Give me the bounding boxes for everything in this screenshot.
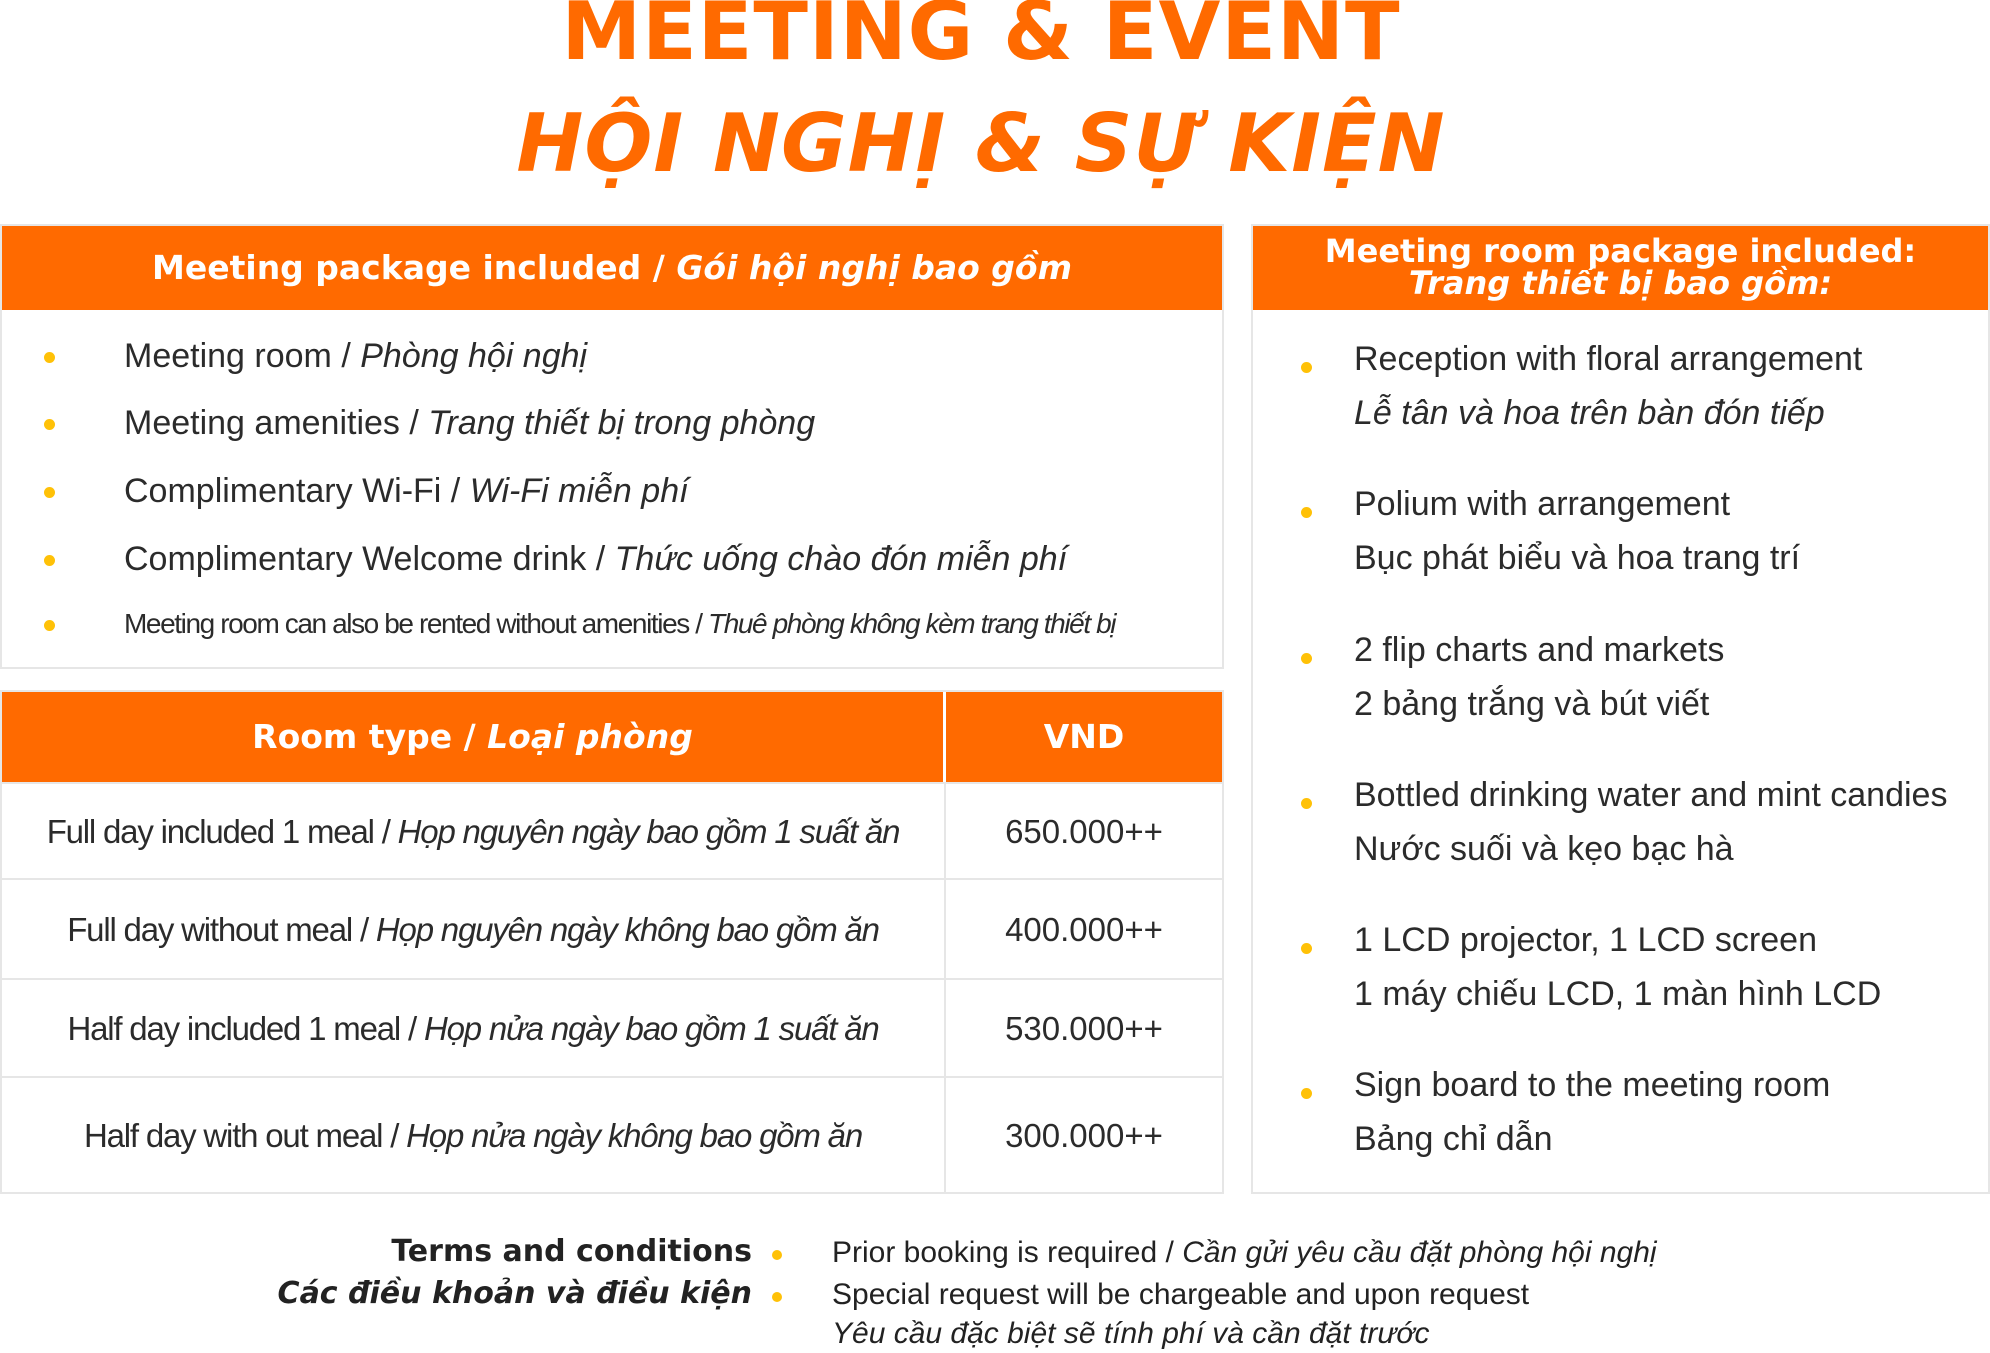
terms-line: Prior booking is required / Cần gửi yêu cầu đặt phòng hội nghị <box>832 1236 1657 1269</box>
bullet-icon <box>44 555 55 566</box>
bullet-icon <box>44 352 55 363</box>
bullet-icon <box>1301 943 1312 954</box>
equipment-box: Meeting room package included: Trang thiết bị bao gồm: Reception with floral arrangement Lễ tân và hoa trên bàn đón tiếp Polium with arrangement Bục phát biểu và hoa trang trí 2 flip charts and markets 2 bảng trắng và bút viết Bottled drinking water and mint candies Nước suối và kẹo bạc hà 1 LCD projector, 1 LCD screen 1 máy chiếu LCD, 1 màn hình LCD Sign board to the meeting room Bảng chỉ dẫn <box>1251 224 1990 1194</box>
price-cell: 530.000++ <box>1005 1010 1163 1047</box>
bullet-icon <box>1301 1088 1312 1099</box>
room-type-cell: Full day included 1 meal / Họp nguyên ngày bao gồm 1 suất ăn <box>2 784 946 880</box>
terms-line: Yêu cầu đặc biệt sẽ tính phí và cần đặt trước <box>832 1317 1430 1350</box>
meeting-package-heading: Meeting package included / Gói hội nghị bao gồm <box>2 226 1222 310</box>
room-type-cell: Half day included 1 meal / Họp nửa ngày bao gồm 1 suất ăn <box>2 980 946 1078</box>
table-row <box>2 978 1222 1078</box>
column-header-vnd: VND <box>946 692 1222 782</box>
terms-label-vi: Các điều khoản và điều kiện <box>277 1276 752 1311</box>
bullet-icon <box>1301 507 1312 518</box>
bullet-icon <box>44 620 55 631</box>
terms-line: Special request will be chargeable and upon request <box>832 1278 1530 1311</box>
meeting-package-box <box>0 224 1224 669</box>
column-header-room-type: Room type / Loại phòng <box>2 692 946 782</box>
room-type-cell: Half day with out meal / Họp nửa ngày không bao gồm ăn <box>2 1078 946 1194</box>
list-item: Meeting room can also be rented without amenities / Thuê phòng không kèm trang thiết bị <box>2 594 1222 654</box>
room-type-cell: Full day without meal / Họp nguyên ngày không bao gồm ăn <box>2 880 946 980</box>
list-item: Meeting amenities / Trang thiết bị trong phòng <box>2 393 1222 453</box>
list-item: Complimentary Welcome drink / Thức uống chào đón miễn phí <box>2 529 1222 589</box>
equipment-heading: Meeting room package included: Trang thiết bị bao gồm: <box>1253 226 1988 310</box>
page-title-vi: HỘI NGHỊ & SỰ KIỆN <box>516 97 1446 190</box>
bullet-icon <box>44 487 55 498</box>
table-row <box>2 782 1222 880</box>
price-cell: 400.000++ <box>1005 911 1163 948</box>
bullet-icon <box>1301 362 1312 373</box>
price-cell: 300.000++ <box>1005 1117 1163 1154</box>
terms-label: Terms and conditions <box>391 1234 752 1269</box>
bullet-icon <box>772 1292 782 1302</box>
bullet-icon <box>44 419 55 430</box>
table-row <box>2 878 1222 980</box>
price-cell: 650.000++ <box>1005 813 1163 850</box>
bullet-icon <box>1301 798 1312 809</box>
page-title: MEETING & EVENT <box>561 0 1401 78</box>
price-table <box>0 690 1224 1194</box>
list-item: Complimentary Wi-Fi / Wi-Fi miễn phí <box>2 461 1222 521</box>
list-item: Meeting room / Phòng hội nghị <box>2 326 1222 386</box>
bullet-icon <box>772 1250 782 1260</box>
bullet-icon <box>1301 653 1312 664</box>
table-row <box>2 1076 1222 1194</box>
